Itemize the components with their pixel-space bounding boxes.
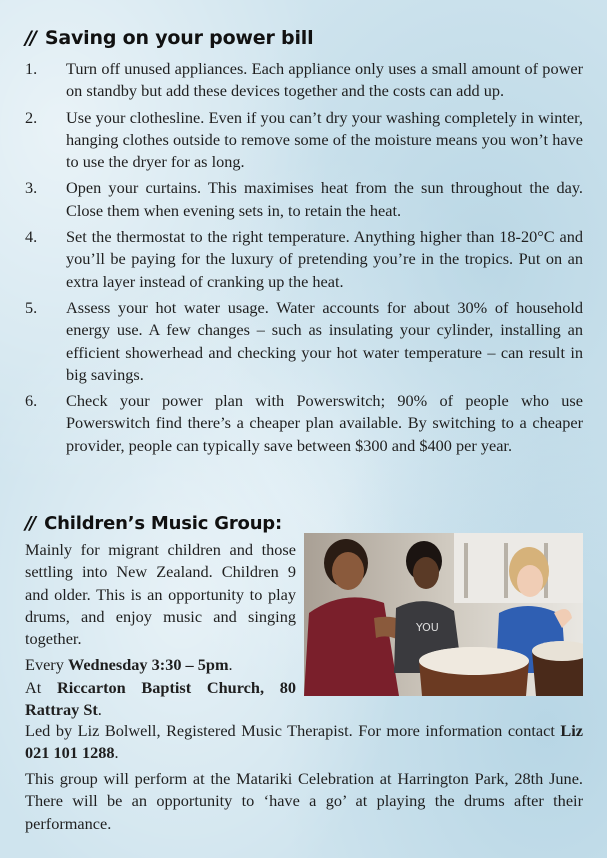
- children-drumming-photo: [304, 533, 583, 696]
- leader-suffix: .: [114, 743, 119, 763]
- list-item: [25, 226, 583, 293]
- music-group-heading-text: Children’s Music Group:: [44, 513, 282, 534]
- music-group-when: [25, 654, 296, 721]
- music-group-leader: [25, 720, 583, 765]
- list-number: 6.: [25, 391, 38, 411]
- list-number: 5.: [25, 297, 38, 317]
- when-suffix: .: [228, 655, 233, 675]
- leader-text: Led by Liz Bolwell, Registered Music Therapist. For more information contact: [25, 721, 561, 740]
- heading-slashes-mark: //: [25, 27, 35, 49]
- list-item: [25, 107, 583, 174]
- power-tips-list: [25, 58, 583, 461]
- list-number: 3.: [25, 178, 38, 198]
- photo-shirt-text: YOU: [416, 621, 439, 634]
- music-group-heading: [25, 513, 282, 534]
- performance-paragraph: This group will perform at the Matariki Celebration at Harrington Park, 28th June. There will be an opportunity to ‘have a go’ at playing the drums after their performance.: [25, 769, 583, 833]
- list-item: [25, 390, 583, 457]
- list-item-text: Assess your hot water usage. Water accounts for about 30% of household energy use. A few changes – such as insulating your cylinder, installing an efficient showerhead and checking your hot water temperature – can result in big savings.: [66, 297, 583, 384]
- music-group-performance: [25, 768, 583, 835]
- music-group-intro: Mainly for migrant children and those settling into New Zealand. Children 9 and older. This is an opportunity to play drums, and enjoy music and singing together.: [25, 540, 296, 649]
- when-prefix: Every: [25, 655, 68, 675]
- list-item: [25, 58, 583, 103]
- where-suffix: .: [97, 700, 102, 720]
- list-item-text: Check your power plan with Powerswitch; 90% of people who use Powerswitch find there’s a cheaper plan available. By switching to a cheaper provider, people can typically save between $300 and $400 per year.: [66, 391, 583, 455]
- power-bill-heading-text: Saving on your power bill: [44, 27, 314, 49]
- heading-slashes-mark: //: [25, 513, 35, 534]
- power-bill-heading: [25, 27, 313, 49]
- list-number: 2.: [25, 107, 38, 127]
- when-time: Wednesday 3:30 – 5pm: [67, 655, 229, 675]
- list-item-text: Open your curtains. This maximises heat from the sun throughout the day. Close them when evening sets in, to retain the heat.: [66, 178, 583, 220]
- where-venue: Riccarton Baptist Church, 80 Rattray St: [25, 677, 296, 720]
- music-group-details: [25, 539, 296, 725]
- list-item-text: Set the thermostat to the right temperature. Anything higher than 18-20°C and you’ll be paying for the luxury of pretending you’re in the tropics. Put on an extra layer instead of cranking up the heat.: [66, 227, 583, 291]
- list-number: 1.: [25, 59, 38, 78]
- list-number: 4.: [25, 227, 38, 247]
- leader-paragraph: [25, 720, 583, 765]
- list-item: [25, 297, 583, 386]
- list-item-text: Use your clothesline. Even if you can’t dry your washing completely in winter, hanging clothes outside to remove some of the moisture means you won’t have to use the dryer for as long.: [66, 107, 583, 172]
- leader-contact: Liz 021 101 1288: [25, 721, 583, 763]
- list-item: [25, 177, 583, 222]
- list-item-text: Turn off unused appliances. Each appliance only uses a small amount of power on standby but add these devices together and the costs can add up.: [66, 59, 583, 101]
- where-prefix: At: [25, 677, 57, 697]
